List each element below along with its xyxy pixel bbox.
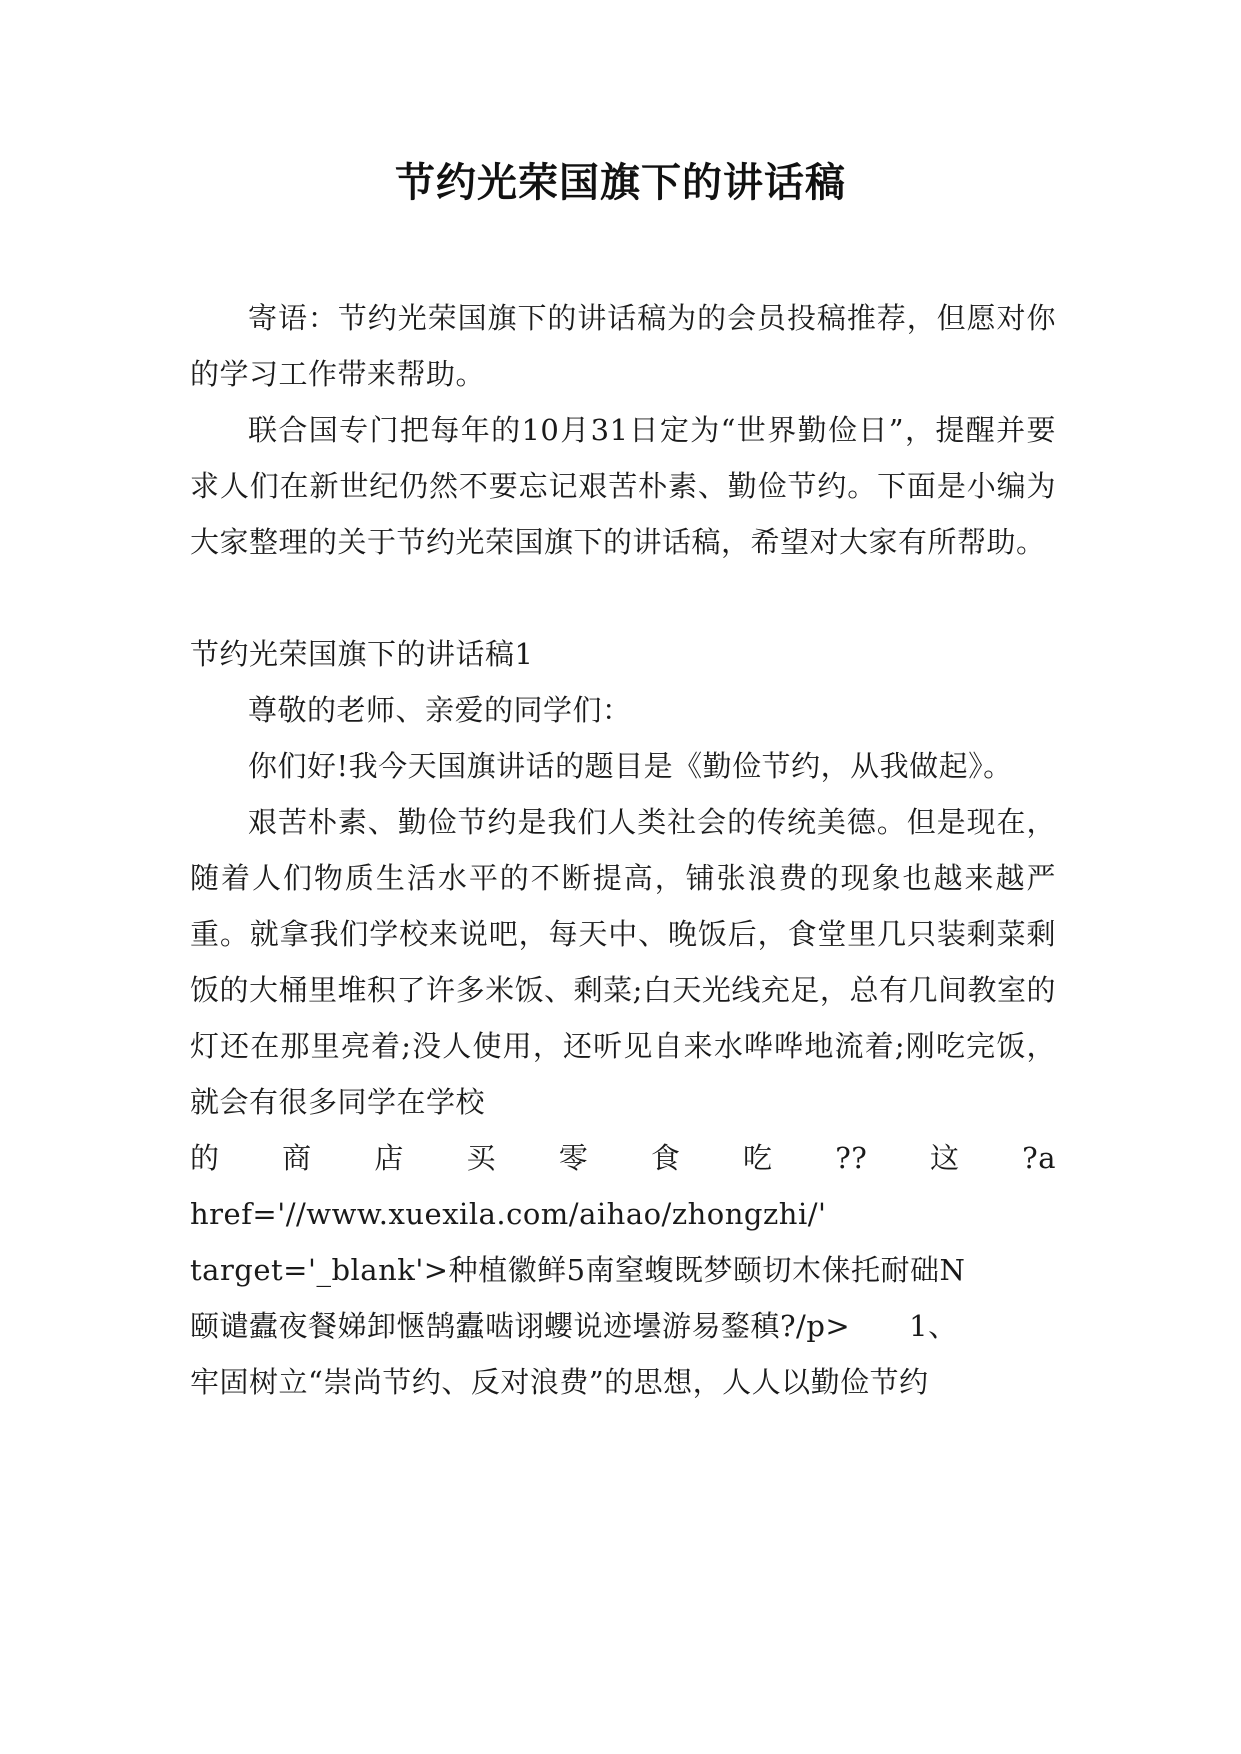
closing-line: 牢固树立“崇尚节约、反对浪费”的思想，人人以勤俭节约	[190, 1365, 929, 1399]
spaced-word: 零	[558, 1141, 589, 1175]
body-paragraph: 艰苦朴素、勤俭节约是我们人类社会的传统美德。但是现在，随着人们物质生活水平的不断提高，铺张浪费的现象也越来越严重。就拿我们学校来说吧，每天中、晚饭后，食堂里几只装剩菜剩饭的大桶里堆积了许多米饭、剩菜;白天光线充足，总有几间教室的灯还在那里亮着;没人使用，还听见自来水哗哗地流着;刚吃完饭，就会有很多同学在学校	[190, 805, 1056, 1119]
spaced-word: 吃	[743, 1141, 773, 1175]
garbled-line: href='//www.xuexila.com/aihao/zhongzhi/'	[190, 1197, 827, 1231]
garbled-line: target='_blank'>种植徽鲜5南窒蝮既梦颐切木俫托耐础N	[190, 1253, 966, 1287]
salutation-paragraph: 尊敬的老师、亲爱的同学们：	[248, 693, 632, 727]
section-heading: 节约光荣国旗下的讲话稿1	[190, 637, 534, 671]
spaced-word: 商	[282, 1141, 312, 1175]
spaced-word: 的	[190, 1141, 220, 1175]
spaced-word: ??	[835, 1141, 868, 1175]
document-title: 节约光荣国旗下的讲话稿	[395, 160, 846, 206]
foreword-paragraph: 寄语：节约光荣国旗下的讲话稿为的会员投稿推荐，但愿对你的学习工作带来帮助。	[190, 301, 1056, 391]
spaced-word: 店	[374, 1141, 404, 1175]
spaced-word: 食	[650, 1141, 681, 1175]
paragraph-gap	[190, 570, 1056, 626]
document-body	[190, 290, 1056, 1410]
spaced-word: ?a	[1022, 1141, 1056, 1175]
justified-line	[190, 1130, 1056, 1186]
greeting-paragraph: 你们好!我今天国旗讲话的题目是《勤俭节约，从我做起》。	[248, 749, 1013, 783]
garbled-line: 颐谴蠹夜餐娣卸愜鹄蠹啮诩蠳说迹壜游易鍪稹?/p> 1、	[190, 1309, 958, 1343]
spaced-word: 这	[929, 1141, 960, 1175]
lead-paragraph: 联合国专门把每年的10月31日定为“世界勤俭日”，提醒并要求人们在新世纪仍然不要忘记艰苦朴素、勤俭节约。下面是小编为大家整理的关于节约光荣国旗下的讲话稿，希望对大家有所帮助。	[190, 413, 1056, 559]
spaced-word: 买	[466, 1141, 497, 1175]
